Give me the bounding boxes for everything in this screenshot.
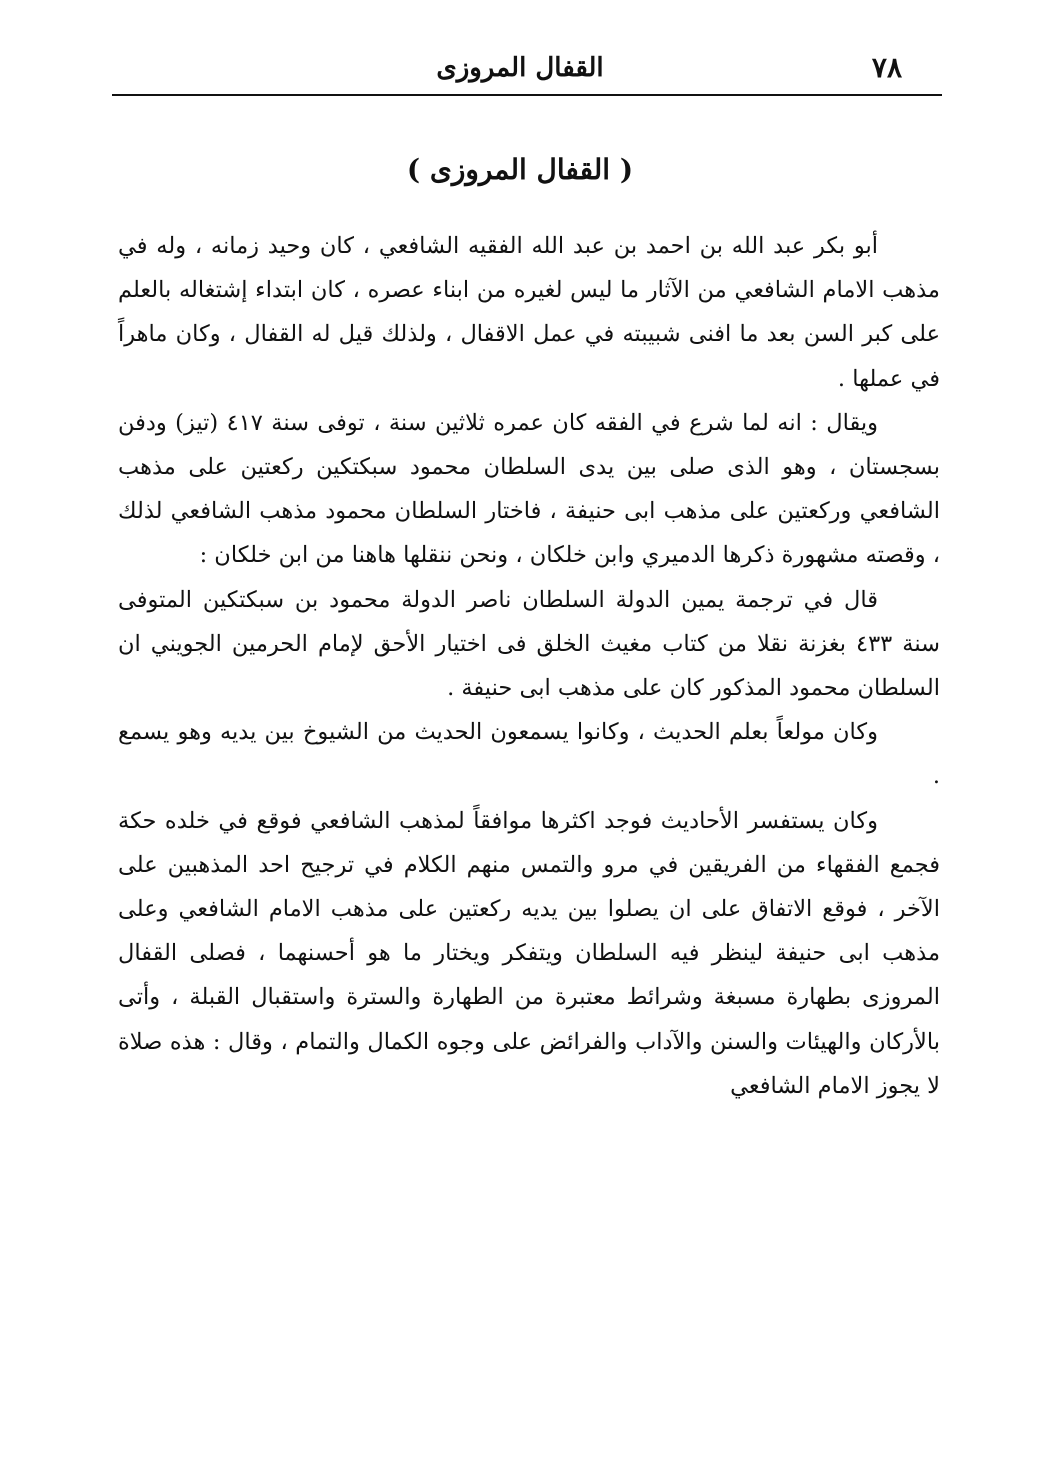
paragraph-ibn-khallikan-quote: قال في ترجمة يمين الدولة السلطان ناصر الدولة محمود بن سبكتكين المتوفى سنة ٤٣٣ بغزنة نقلا من كتاب مغيث الخلق فى اختيار الأحق لإمام الحرمين الجويني ان السلطان محمود المذكور كان على مذهب ابى حنيفة . bbox=[118, 586, 941, 702]
body-text bbox=[118, 224, 940, 1108]
section-title: ( القفال المروزى ) bbox=[406, 153, 634, 186]
header-rule bbox=[112, 94, 942, 96]
paragraph-prayer-contest: وكان يستفسر الأحاديث فوجد اكثرها موافقاً لمذهب الشافعي فوقع في خلده حكة فجمع الفقهاء من الفريقين في مرو والتمس منهم الكلام في ترجيح احد المذهبين على الآخر ، فوقع الاتفاق على ان يصلوا بين يديه ركعتين على مذهب الامام الشافعي وعلى مذهب ابى حنيفة لينظر فيه السلطان ويتفكر ويختار ما هو أحسنهما ، فصلى القفال المروزى بطهارة مسبغة وشرائط معتبرة من الطهارة والسترة واستقبال القبلة ، وأتى بالأركان والهيئات والسنن والآداب والفرائض على وجوه الكمال والتمام ، وقال : هذه صلاة لا يجوز الامام الشافعي bbox=[118, 807, 940, 1099]
running-title: القفال المروزى bbox=[436, 53, 604, 83]
page-number: ٧٨ bbox=[871, 51, 902, 84]
paragraph-death-and-story: ويقال : انه لما شرع في الفقه كان عمره ثلاثين سنة ، توفى سنة ٤١٧ (تيز) ودفن بسجستان ، وهو الذى صلى بين يدى السلطان محمود سبكتكين ركعتين على مذهب الشافعي وركعتين على مذهب ابى حنيفة ، فاختار السلطان محمود مذهب الشافعي لذلك ، وقصته مشهورة ذكرها الدميري وابن خلكان ، ونحن ننقلها هاهنا من ابن خلكان : bbox=[118, 409, 940, 569]
paragraph-hadith-study: وكان مولعاً بعلم الحديث ، وكانوا يسمعون الحديث من الشيوخ بين يديه وهو يسمع . bbox=[118, 719, 940, 790]
paragraph-biography: أبو بكر عبد الله بن احمد بن عبد الله الفقيه الشافعي ، كان وحيد زمانه ، وله في مذهب الامام الشافعي من الآثار ما ليس لغيره من ابناء عصره ، كان ابتداء إشتغاله بالعلم على كبر السن بعد ما افنى شبيبته في عمل الاقفال ، ولذلك قيل له القفال ، وكان ماهراً في عملها . bbox=[118, 233, 940, 392]
